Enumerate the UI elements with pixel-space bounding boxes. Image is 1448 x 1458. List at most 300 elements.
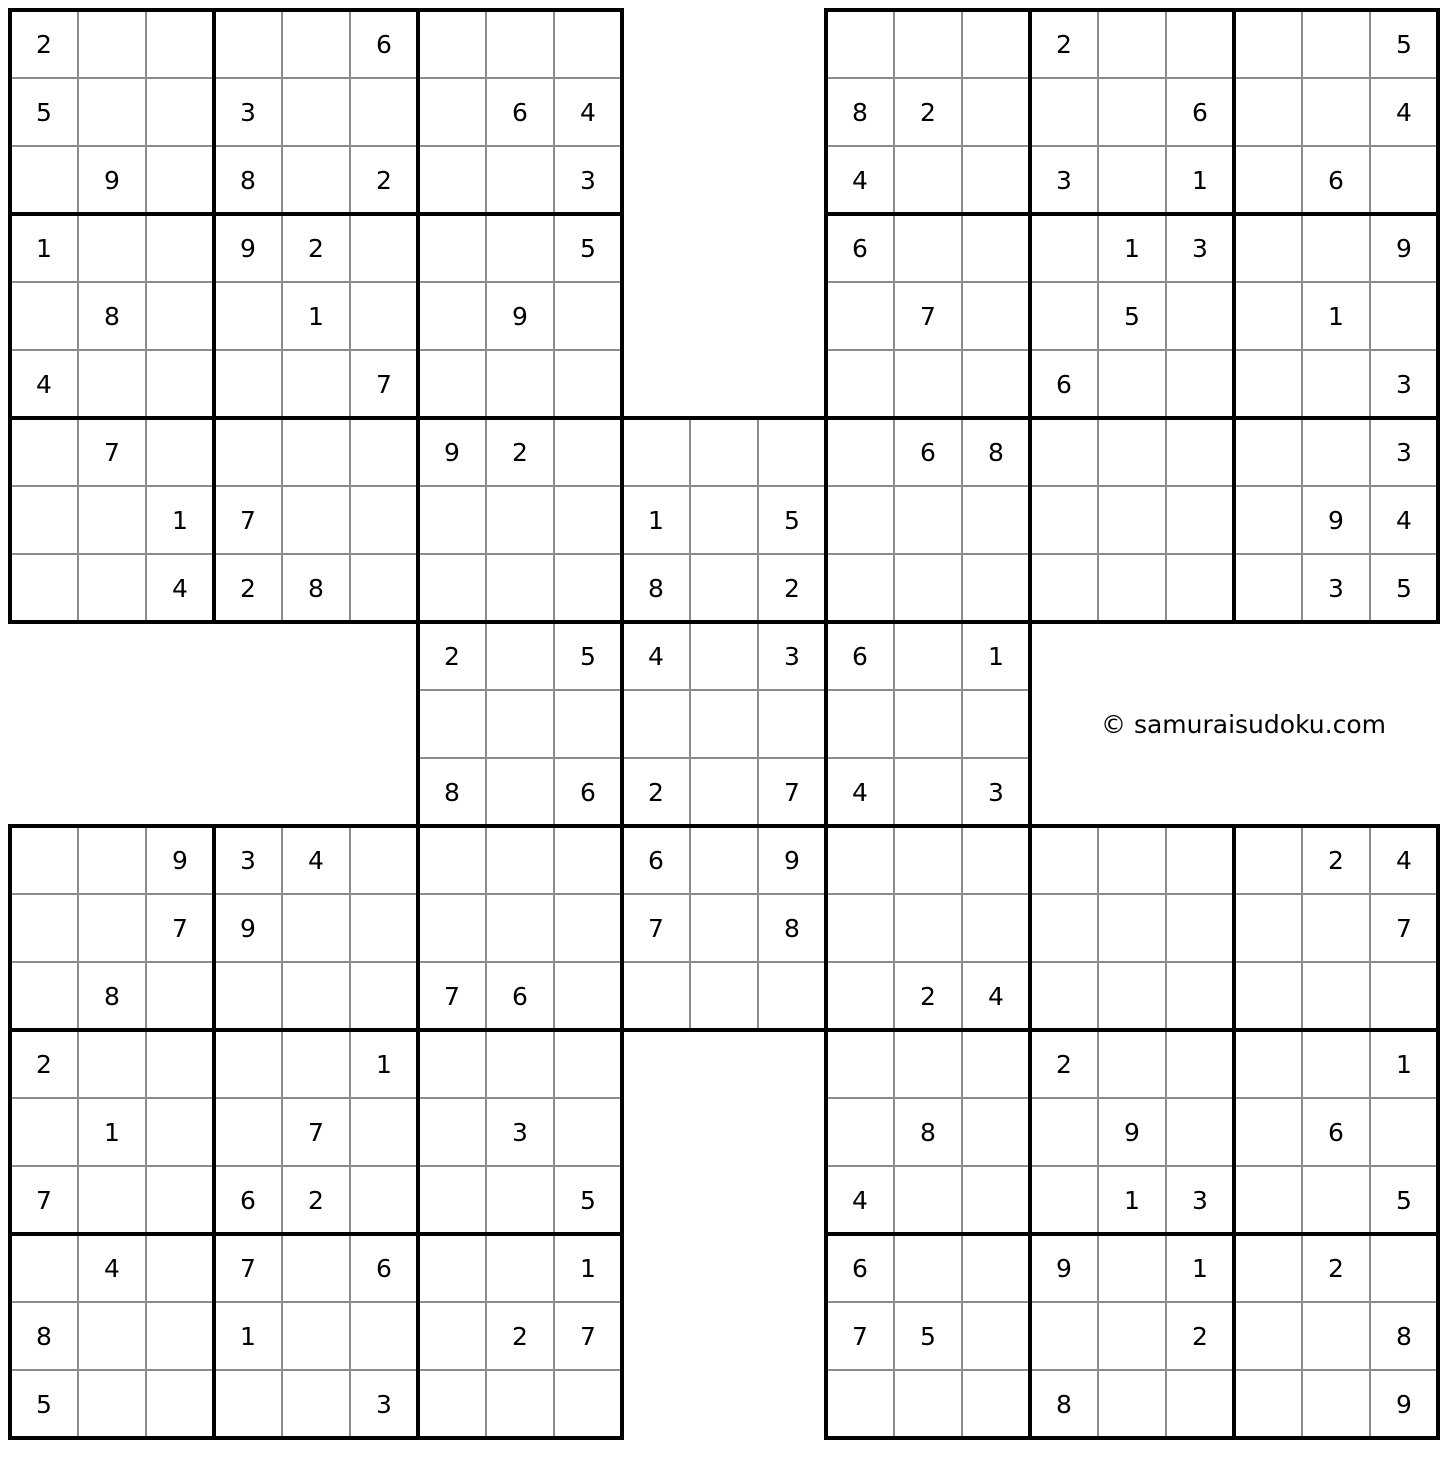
thin-grid-line [281,10,283,622]
sudoku-cell[interactable] [1234,1370,1302,1438]
sudoku-cell[interactable] [418,146,486,214]
sudoku-cell[interactable] [962,1030,1030,1098]
sudoku-cell[interactable] [214,10,282,78]
sudoku-cell[interactable] [1098,146,1166,214]
sudoku-cell[interactable] [10,962,78,1030]
sudoku-cell[interactable] [1302,78,1370,146]
sudoku-cell[interactable] [146,78,214,146]
sudoku-cell[interactable] [1166,1098,1234,1166]
sudoku-cell[interactable] [1302,962,1370,1030]
sudoku-cell[interactable] [1030,486,1098,554]
sudoku-cell[interactable] [1370,962,1438,1030]
sudoku-cell: 8 [308,573,324,603]
sudoku-cell[interactable] [350,962,418,1030]
sudoku-cell[interactable] [78,1166,146,1234]
sudoku-cell[interactable] [214,1370,282,1438]
sudoku-cell[interactable] [1030,826,1098,894]
sudoku-cell[interactable] [1302,1302,1370,1370]
sudoku-cell: 3 [512,1117,528,1147]
sudoku-cell: 5 [36,97,52,127]
sudoku-cell[interactable] [962,554,1030,622]
sudoku-cell[interactable] [1234,78,1302,146]
sudoku-cell[interactable] [1370,146,1438,214]
sudoku-cell[interactable] [486,1030,554,1098]
sudoku-cell[interactable] [1166,350,1234,418]
sudoku-cell[interactable] [1030,282,1098,350]
sudoku-cell[interactable] [894,826,962,894]
sudoku-cell[interactable] [418,350,486,418]
sudoku-cell[interactable] [418,1302,486,1370]
sudoku-cell[interactable] [282,146,350,214]
sudoku-cell[interactable] [146,282,214,350]
sudoku-cell[interactable] [1234,418,1302,486]
sudoku-cell[interactable] [282,418,350,486]
sudoku-cell[interactable] [78,486,146,554]
sudoku-cell[interactable] [554,282,622,350]
sudoku-cell: 8 [648,573,664,603]
sudoku-cell[interactable] [1234,350,1302,418]
sudoku-cell[interactable] [486,622,554,690]
sudoku-cell[interactable] [962,78,1030,146]
sudoku-cell[interactable] [486,1166,554,1234]
sudoku-cell[interactable] [1302,350,1370,418]
sudoku-cell[interactable] [1166,418,1234,486]
sudoku-cell: 1 [580,1253,596,1283]
sudoku-cell[interactable] [1098,554,1166,622]
sudoku-cell[interactable] [10,894,78,962]
sudoku-cell[interactable] [282,350,350,418]
sudoku-cell[interactable] [554,1098,622,1166]
sudoku-cell[interactable] [486,690,554,758]
sudoku-cell[interactable] [10,486,78,554]
sudoku-cell[interactable] [962,1098,1030,1166]
sudoku-cell[interactable] [1234,1302,1302,1370]
sudoku-cell[interactable] [78,78,146,146]
sudoku-cell[interactable] [690,758,758,826]
sudoku-cell[interactable] [350,486,418,554]
sudoku-cell[interactable] [894,146,962,214]
sudoku-cell[interactable] [894,1166,962,1234]
sudoku-cell[interactable] [554,350,622,418]
sudoku-cell[interactable] [894,894,962,962]
sudoku-cell[interactable] [1302,1370,1370,1438]
sudoku-cell[interactable] [622,962,690,1030]
sudoku-cell[interactable] [1098,962,1166,1030]
sudoku-cell[interactable] [894,486,962,554]
sudoku-cell[interactable] [1098,826,1166,894]
sudoku-cell[interactable] [350,78,418,146]
sudoku-cell[interactable] [418,894,486,962]
sudoku-cell[interactable] [1030,894,1098,962]
sudoku-cell[interactable] [554,894,622,962]
sudoku-cell[interactable] [826,486,894,554]
sudoku-cell[interactable] [894,622,962,690]
sudoku-cell[interactable] [486,758,554,826]
sudoku-cell: 4 [852,165,868,195]
sudoku-cell[interactable] [486,10,554,78]
sudoku-cell[interactable] [1166,10,1234,78]
sudoku-cell[interactable] [1370,1098,1438,1166]
sudoku-cell: 6 [580,777,596,807]
sudoku-cell[interactable] [146,962,214,1030]
sudoku-cell[interactable] [10,282,78,350]
sudoku-cell[interactable] [1098,418,1166,486]
sudoku-cell[interactable] [690,418,758,486]
thick-box-line [8,824,12,1440]
sudoku-cell[interactable] [894,1234,962,1302]
sudoku-cell[interactable] [826,894,894,962]
sudoku-cell[interactable] [554,962,622,1030]
sudoku-cell[interactable] [1166,826,1234,894]
thin-grid-line [826,1369,1438,1371]
sudoku-cell[interactable] [418,826,486,894]
sudoku-cell[interactable] [486,554,554,622]
sudoku-cell[interactable] [894,1030,962,1098]
sudoku-cell[interactable] [146,1370,214,1438]
sudoku-cell: 2 [240,573,256,603]
thin-grid-line [485,826,487,1438]
sudoku-cell[interactable] [1370,1234,1438,1302]
sudoku-cell[interactable] [282,962,350,1030]
sudoku-cell[interactable] [1166,486,1234,554]
sudoku-cell[interactable] [894,350,962,418]
sudoku-cell[interactable] [214,1098,282,1166]
sudoku-cell[interactable] [282,894,350,962]
sudoku-cell: 4 [1396,845,1412,875]
sudoku-cell[interactable] [350,418,418,486]
sudoku-cell[interactable] [826,10,894,78]
sudoku-cell[interactable] [214,282,282,350]
sudoku-cell: 6 [648,845,664,875]
sudoku-cell[interactable] [1302,418,1370,486]
sudoku-cell[interactable] [962,1166,1030,1234]
sudoku-cell[interactable] [10,1234,78,1302]
sudoku-cell[interactable] [758,962,826,1030]
thin-grid-line [1165,10,1167,622]
sudoku-cell[interactable] [10,1098,78,1166]
sudoku-cell[interactable] [1302,214,1370,282]
sudoku-cell[interactable] [1234,1098,1302,1166]
sudoku-cell: 8 [1396,1321,1412,1351]
sudoku-cell[interactable] [1098,1370,1166,1438]
sudoku-cell: 6 [1328,165,1344,195]
sudoku-cell[interactable] [78,350,146,418]
sudoku-cell[interactable] [418,214,486,282]
sudoku-cell[interactable] [962,690,1030,758]
sudoku-cell[interactable] [1234,962,1302,1030]
sudoku-cell[interactable] [826,1030,894,1098]
sudoku-cell[interactable] [826,418,894,486]
thick-box-line [1232,8,1236,624]
sudoku-cell[interactable] [690,826,758,894]
sudoku-cell[interactable] [1030,78,1098,146]
sudoku-cell[interactable] [554,418,622,486]
thin-grid-line [961,826,963,1438]
sudoku-cell[interactable] [1166,962,1234,1030]
sudoku-cell: 8 [988,437,1004,467]
sudoku-cell[interactable] [554,10,622,78]
sudoku-cell[interactable] [78,1302,146,1370]
thick-box-line [824,824,1440,828]
sudoku-cell[interactable] [350,1302,418,1370]
thin-grid-line [77,826,79,1438]
sudoku-cell[interactable] [78,1370,146,1438]
sudoku-cell[interactable] [146,1030,214,1098]
sudoku-cell[interactable] [826,1370,894,1438]
sudoku-cell[interactable] [962,214,1030,282]
sudoku-cell[interactable] [1030,214,1098,282]
sudoku-cell[interactable] [214,962,282,1030]
sudoku-cell[interactable] [554,1370,622,1438]
sudoku-cell: 4 [648,641,664,671]
sudoku-cell[interactable] [214,418,282,486]
sudoku-cell[interactable] [282,1030,350,1098]
sudoku-cell[interactable] [894,214,962,282]
sudoku-cell[interactable] [418,1234,486,1302]
sudoku-cell[interactable] [282,1370,350,1438]
sudoku-cell[interactable] [962,1234,1030,1302]
sudoku-cell[interactable] [78,826,146,894]
sudoku-cell[interactable] [214,1030,282,1098]
sudoku-cell[interactable] [418,1166,486,1234]
sudoku-cell[interactable] [282,486,350,554]
sudoku-cell[interactable] [826,962,894,1030]
sudoku-cell[interactable] [1370,282,1438,350]
sudoku-cell[interactable] [554,826,622,894]
sudoku-cell[interactable] [758,418,826,486]
sudoku-cell[interactable] [146,1234,214,1302]
thin-grid-line [281,826,283,1438]
sudoku-cell[interactable] [486,1234,554,1302]
sudoku-cell[interactable] [554,554,622,622]
sudoku-cell[interactable] [554,690,622,758]
sudoku-cell[interactable] [1098,894,1166,962]
thick-box-line [1436,824,1440,1440]
sudoku-cell[interactable] [350,894,418,962]
sudoku-cell[interactable] [1234,1166,1302,1234]
sudoku-cell[interactable] [962,486,1030,554]
thin-grid-line [893,826,895,1438]
sudoku-cell[interactable] [1030,1166,1098,1234]
sudoku-cell[interactable] [894,690,962,758]
sudoku-cell: 1 [1328,301,1344,331]
sudoku-cell[interactable] [1166,1030,1234,1098]
sudoku-cell[interactable] [962,282,1030,350]
thin-grid-line [418,689,1030,691]
thin-grid-line [826,961,1438,963]
sudoku-cell[interactable] [1030,962,1098,1030]
sudoku-cell[interactable] [962,350,1030,418]
sudoku-cell[interactable] [10,554,78,622]
sudoku-cell[interactable] [486,894,554,962]
sudoku-cell[interactable] [1098,486,1166,554]
sudoku-cell[interactable] [1166,894,1234,962]
sudoku-cell[interactable] [826,690,894,758]
sudoku-cell[interactable] [78,1030,146,1098]
sudoku-cell[interactable] [418,486,486,554]
sudoku-cell[interactable] [350,1098,418,1166]
sudoku-cell[interactable] [554,486,622,554]
sudoku-cell: 8 [36,1321,52,1351]
sudoku-cell[interactable] [282,1234,350,1302]
sudoku-cell[interactable] [554,1030,622,1098]
sudoku-cell[interactable] [282,10,350,78]
thin-grid-line [10,281,622,283]
sudoku-cell[interactable] [1234,486,1302,554]
sudoku-cell[interactable] [1234,894,1302,962]
sudoku-cell[interactable] [146,214,214,282]
sudoku-cell[interactable] [894,758,962,826]
sudoku-cell[interactable] [962,10,1030,78]
sudoku-cell[interactable] [486,146,554,214]
sudoku-cell[interactable] [350,1166,418,1234]
sudoku-cell[interactable] [418,690,486,758]
sudoku-cell[interactable] [350,554,418,622]
sudoku-cell[interactable] [418,1098,486,1166]
sudoku-cell[interactable] [10,418,78,486]
sudoku-cell[interactable] [622,690,690,758]
sudoku-cell[interactable] [486,214,554,282]
sudoku-cell[interactable] [350,214,418,282]
sudoku-cell[interactable] [690,622,758,690]
sudoku-cell: 4 [1396,97,1412,127]
sudoku-cell[interactable] [690,690,758,758]
sudoku-cell[interactable] [1098,1030,1166,1098]
sudoku-cell[interactable] [1166,282,1234,350]
sudoku-cell[interactable] [1234,146,1302,214]
sudoku-cell: 2 [1056,29,1072,59]
thin-grid-line [689,418,691,1030]
sudoku-cell: 8 [444,777,460,807]
sudoku-cell[interactable] [78,554,146,622]
sudoku-cell[interactable] [690,486,758,554]
sudoku-cell: 8 [784,913,800,943]
thin-grid-line [10,1369,622,1371]
sudoku-cell[interactable] [146,350,214,418]
sudoku-cell[interactable] [78,214,146,282]
sudoku-cell[interactable] [486,826,554,894]
sudoku-cell: 3 [240,97,256,127]
sudoku-cell[interactable] [146,1166,214,1234]
sudoku-cell[interactable] [962,146,1030,214]
sudoku-cell[interactable] [1098,1302,1166,1370]
sudoku-cell[interactable] [78,894,146,962]
sudoku-cell: 3 [1328,573,1344,603]
sudoku-cell[interactable] [282,1302,350,1370]
sudoku-cell[interactable] [350,826,418,894]
sudoku-cell[interactable] [418,1370,486,1438]
sudoku-cell[interactable] [1030,418,1098,486]
sudoku-cell[interactable] [486,486,554,554]
sudoku-cell[interactable] [894,10,962,78]
thick-box-line [1232,824,1236,1440]
thin-grid-line [349,10,351,622]
sudoku-cell[interactable] [826,554,894,622]
sudoku-cell: 2 [512,1321,528,1351]
sudoku-cell[interactable] [690,894,758,962]
sudoku-cell: 4 [852,777,868,807]
sudoku-cell[interactable] [1030,1098,1098,1166]
sudoku-cell[interactable] [1302,1166,1370,1234]
sudoku-cell[interactable] [894,1370,962,1438]
sudoku-cell: 7 [852,1321,868,1351]
sudoku-cell[interactable] [282,78,350,146]
sudoku-cell: 3 [1396,369,1412,399]
sudoku-cell: 7 [580,1321,596,1351]
sudoku-cell[interactable] [1166,1370,1234,1438]
sudoku-cell[interactable] [1234,10,1302,78]
sudoku-cell[interactable] [1030,554,1098,622]
sudoku-cell[interactable] [962,1302,1030,1370]
sudoku-cell: 1 [104,1117,120,1147]
sudoku-cell[interactable] [418,1030,486,1098]
sudoku-cell[interactable] [78,10,146,78]
sudoku-cell[interactable] [690,554,758,622]
sudoku-cell[interactable] [418,554,486,622]
sudoku-cell[interactable] [1098,78,1166,146]
sudoku-cell[interactable] [1234,282,1302,350]
sudoku-cell[interactable] [1234,214,1302,282]
sudoku-cell[interactable] [10,826,78,894]
sudoku-cell[interactable] [486,1370,554,1438]
sudoku-cell[interactable] [826,350,894,418]
sudoku-cell[interactable] [1098,1234,1166,1302]
sudoku-cell[interactable] [214,350,282,418]
sudoku-cell[interactable] [1234,1234,1302,1302]
thin-grid-line [826,349,1438,351]
sudoku-cell[interactable] [10,146,78,214]
sudoku-cell[interactable] [1302,1030,1370,1098]
sudoku-cell[interactable] [962,826,1030,894]
sudoku-cell[interactable] [146,418,214,486]
sudoku-cell: 1 [648,505,664,535]
sudoku-cell[interactable] [1234,554,1302,622]
thin-grid-line [418,553,1030,555]
sudoku-cell[interactable] [758,690,826,758]
sudoku-cell[interactable] [486,350,554,418]
sudoku-cell[interactable] [146,146,214,214]
sudoku-cell[interactable] [1302,894,1370,962]
thin-grid-line [1097,10,1099,622]
sudoku-cell[interactable] [962,894,1030,962]
sudoku-cell[interactable] [418,10,486,78]
sudoku-cell[interactable] [1302,10,1370,78]
sudoku-cell: 1 [1124,1185,1140,1215]
sudoku-cell[interactable] [826,826,894,894]
sudoku-cell[interactable] [1098,350,1166,418]
sudoku-cell[interactable] [826,282,894,350]
sudoku-cell[interactable] [1030,1302,1098,1370]
sudoku-cell[interactable] [418,282,486,350]
sudoku-cell[interactable] [690,962,758,1030]
sudoku-cell[interactable] [1098,10,1166,78]
sudoku-cell[interactable] [146,1302,214,1370]
sudoku-cell: 6 [376,29,392,59]
sudoku-cell[interactable] [622,418,690,486]
sudoku-cell[interactable] [146,10,214,78]
sudoku-cell: 4 [1396,505,1412,535]
thin-grid-line [826,1097,1438,1099]
sudoku-cell[interactable] [418,78,486,146]
sudoku-cell[interactable] [826,1098,894,1166]
sudoku-cell[interactable] [1234,826,1302,894]
sudoku-cell[interactable] [894,554,962,622]
sudoku-cell[interactable] [962,1370,1030,1438]
sudoku-cell[interactable] [350,282,418,350]
sudoku-cell[interactable] [1234,1030,1302,1098]
sudoku-cell[interactable] [1166,554,1234,622]
sudoku-cell[interactable] [146,1098,214,1166]
